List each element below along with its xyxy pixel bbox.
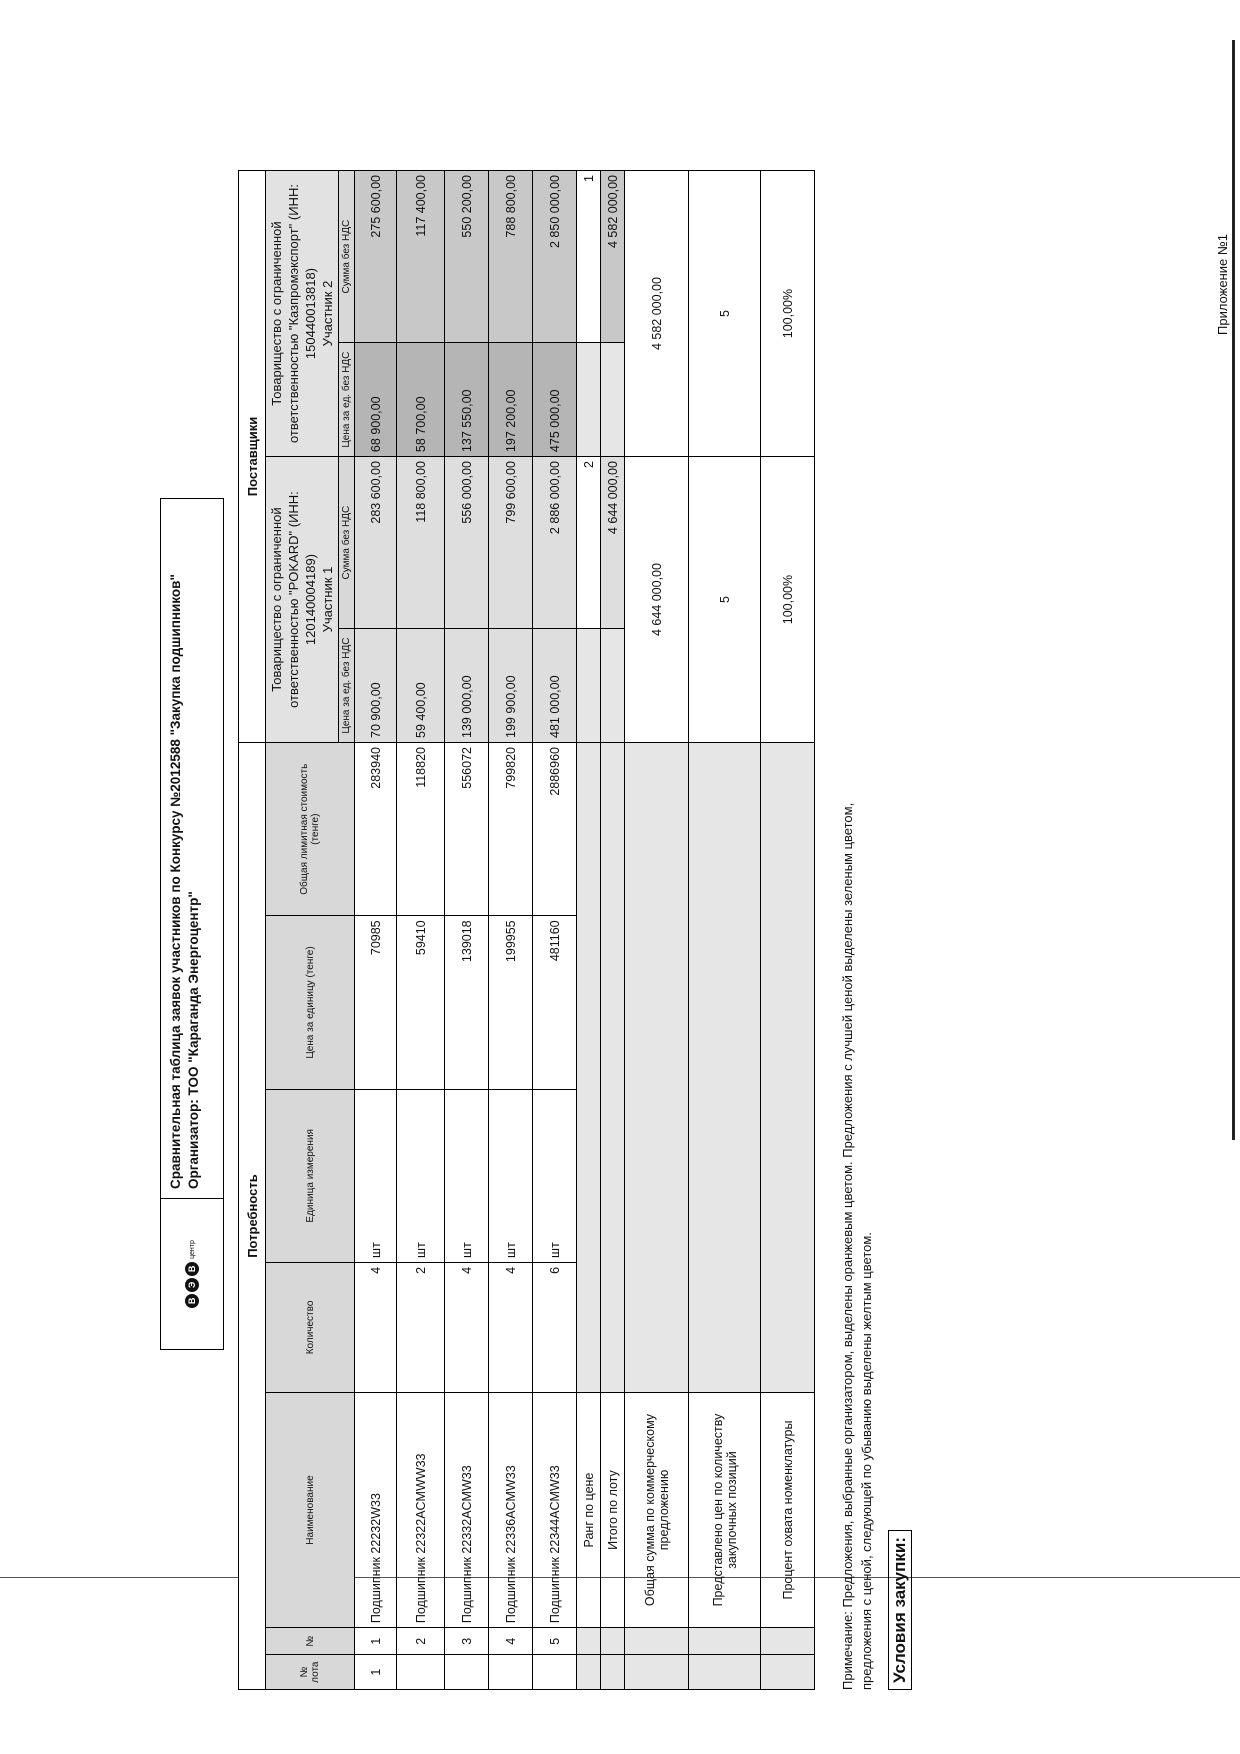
supplier-1-name: Товарищество с ограниченной ответственностью "POKARD" (ИНН: 120140004189) <box>269 491 318 708</box>
supplier-1-label: Участник 1 <box>320 566 335 633</box>
document-title: Сравнительная таблица заявок участников по Конкурсу №2012588 "Закупка подшипников" <box>168 574 183 1189</box>
cell-limit: 556072 <box>445 743 489 916</box>
cell-s1-sum: 556 000,00 <box>445 457 489 629</box>
group-suppliers: Поставщики <box>239 171 266 743</box>
col-s1-sum: Сумма без НДС <box>339 457 355 629</box>
cell-unit: шт <box>489 1089 533 1262</box>
positions-supplier-2: 5 <box>689 171 761 457</box>
positions-supplier-1: 5 <box>689 457 761 743</box>
terms-heading: Условия закупки: <box>888 1530 912 1690</box>
coverage-supplier-1: 100,00% <box>761 457 815 743</box>
cell-qty: 4 <box>489 1262 533 1392</box>
cell-s2-sum: 117 400,00 <box>397 171 445 343</box>
commercial-supplier-1: 4 644 000,00 <box>625 457 689 743</box>
cell-qty: 6 <box>533 1262 577 1392</box>
comparison-table <box>238 170 815 1690</box>
cell-unit-price: 59410 <box>397 916 445 1089</box>
cell-s1-sum: 118 800,00 <box>397 457 445 629</box>
cell-limit: 2886960 <box>533 743 577 916</box>
cell-name: Подшипник 22332ACMW33 <box>445 1392 489 1627</box>
cell-s1-price: 139 000,00 <box>445 629 489 743</box>
cell-s1-price: 59 400,00 <box>397 629 445 743</box>
col-unit: Единица измерения <box>266 1089 355 1262</box>
cell-s1-price: 199 900,00 <box>489 629 533 743</box>
summary-row-positions <box>689 171 761 1690</box>
organizer-line: Организатор: ТОО "Караганда Энергоцентр" <box>186 891 201 1189</box>
document-header <box>160 498 224 1350</box>
cell-name: Подшипник 22322ACMWW33 <box>397 1392 445 1627</box>
note-line-1: Примечание: Предложения, выбранные организатором, выделены оранжевым цветом. Предложения с лучшей ценой выделены зеленым цветом, <box>840 802 855 1690</box>
cell-s1-sum: 2 886 000,00 <box>533 457 577 629</box>
note-line-2: предложения с ценой, следующей по убыванию выделены желтым цветом. <box>859 1232 874 1690</box>
col-unit-price: Цена за единицу (тенге) <box>266 916 355 1089</box>
cell-lot: 1 <box>355 1655 397 1690</box>
rotated-document <box>160 170 920 1690</box>
cell-limit: 118820 <box>397 743 445 916</box>
col-lot-no: № лота <box>266 1655 355 1690</box>
cell-unit-price: 139018 <box>445 916 489 1089</box>
cell-unit-price: 70985 <box>355 916 397 1089</box>
coverage-supplier-2: 100,00% <box>761 171 815 457</box>
lot-total-supplier-2: 4 582 000,00 <box>601 171 625 343</box>
commercial-label: Общая сумма по коммерческому предложению <box>625 1392 689 1627</box>
cell-s1-sum: 283 600,00 <box>355 457 397 629</box>
cell-s2-price: 137 550,00 <box>445 343 489 457</box>
lot-total-label: Итого по лоту <box>601 1392 625 1627</box>
commercial-supplier-2: 4 582 000,00 <box>625 171 689 457</box>
rank-supplier-1: 2 <box>577 457 601 629</box>
cell-s1-price: 70 900,00 <box>355 629 397 743</box>
note-block <box>838 170 876 1690</box>
supplier-2-label: Участник 2 <box>320 280 335 347</box>
cell-no: 2 <box>397 1628 445 1655</box>
cell-lot <box>533 1655 577 1690</box>
positions-label: Представлено цен по количеству закупочных позиций <box>689 1392 761 1627</box>
col-s1-price: Цена за ед. без НДС <box>339 629 355 743</box>
cell-s2-sum: 2 850 000,00 <box>533 171 577 343</box>
rank-supplier-2: 1 <box>577 171 601 343</box>
cell-s1-sum: 799 600,00 <box>489 457 533 629</box>
summary-row-lot-total <box>601 171 625 1690</box>
col-s2-price: Цена за ед. без НДС <box>339 343 355 457</box>
col-no: № <box>266 1628 355 1655</box>
lot-total-supplier-1: 4 644 000,00 <box>601 457 625 629</box>
summary-row-rank <box>577 171 601 1690</box>
cell-s1-price: 481 000,00 <box>533 629 577 743</box>
cell-no: 4 <box>489 1628 533 1655</box>
cell-no: 5 <box>533 1628 577 1655</box>
col-limit: Общая лимитная стоимость (тенге) <box>266 743 355 916</box>
table-row <box>397 171 445 1690</box>
cell-unit-price: 199955 <box>489 916 533 1089</box>
cell-name: Подшипник 22344ACMW33 <box>533 1392 577 1627</box>
cell-s2-price: 475 000,00 <box>533 343 577 457</box>
cell-no: 3 <box>445 1628 489 1655</box>
cell-lot <box>397 1655 445 1690</box>
cell-s2-sum: 788 800,00 <box>489 171 533 343</box>
supplier-2-name: Товарищество с ограниченной ответственностью "Казпромэкспорт" (ИНН: 150440013818) <box>269 184 318 444</box>
cell-limit: 799820 <box>489 743 533 916</box>
summary-row-commercial <box>625 171 689 1690</box>
cell-name: Подшипник 22336ACMW33 <box>489 1392 533 1627</box>
logo-text: центр <box>188 1240 196 1259</box>
cell-unit: шт <box>445 1089 489 1262</box>
summary-row-coverage <box>761 171 815 1690</box>
cell-qty: 2 <box>397 1262 445 1392</box>
cell-s2-sum: 275 600,00 <box>355 171 397 343</box>
cell-unit: шт <box>397 1089 445 1262</box>
rank-label: Ранг по цене <box>577 1392 601 1627</box>
col-s2-sum: Сумма без НДС <box>339 171 355 343</box>
cell-unit-price: 481160 <box>533 916 577 1089</box>
col-name: Наименование <box>266 1392 355 1627</box>
cell-s2-price: 58 700,00 <box>397 343 445 457</box>
table-row <box>445 171 489 1690</box>
annex-label: Приложение №1 <box>1215 233 1230 335</box>
supplier-1-header <box>266 457 339 743</box>
cell-s2-price: 68 900,00 <box>355 343 397 457</box>
supplier-2-header <box>266 171 339 457</box>
cell-unit: шт <box>355 1089 397 1262</box>
cell-s2-price: 197 200,00 <box>489 343 533 457</box>
cell-lot <box>489 1655 533 1690</box>
company-logo: В Э В центр <box>161 1198 223 1349</box>
coverage-label: Процент охвата номенклатуры <box>761 1392 815 1627</box>
cell-s2-sum: 550 200,00 <box>445 171 489 343</box>
col-qty: Количество <box>266 1262 355 1392</box>
group-need: Потребность <box>239 743 266 1690</box>
table-row <box>533 171 577 1690</box>
table-row <box>489 171 533 1690</box>
cell-unit: шт <box>533 1089 577 1262</box>
cell-name: Подшипник 22232W33 <box>355 1392 397 1627</box>
cell-no: 1 <box>355 1628 397 1655</box>
cell-qty: 4 <box>445 1262 489 1392</box>
cell-limit: 283940 <box>355 743 397 916</box>
table-row <box>355 171 397 1690</box>
cell-qty: 4 <box>355 1262 397 1392</box>
cell-lot <box>445 1655 489 1690</box>
